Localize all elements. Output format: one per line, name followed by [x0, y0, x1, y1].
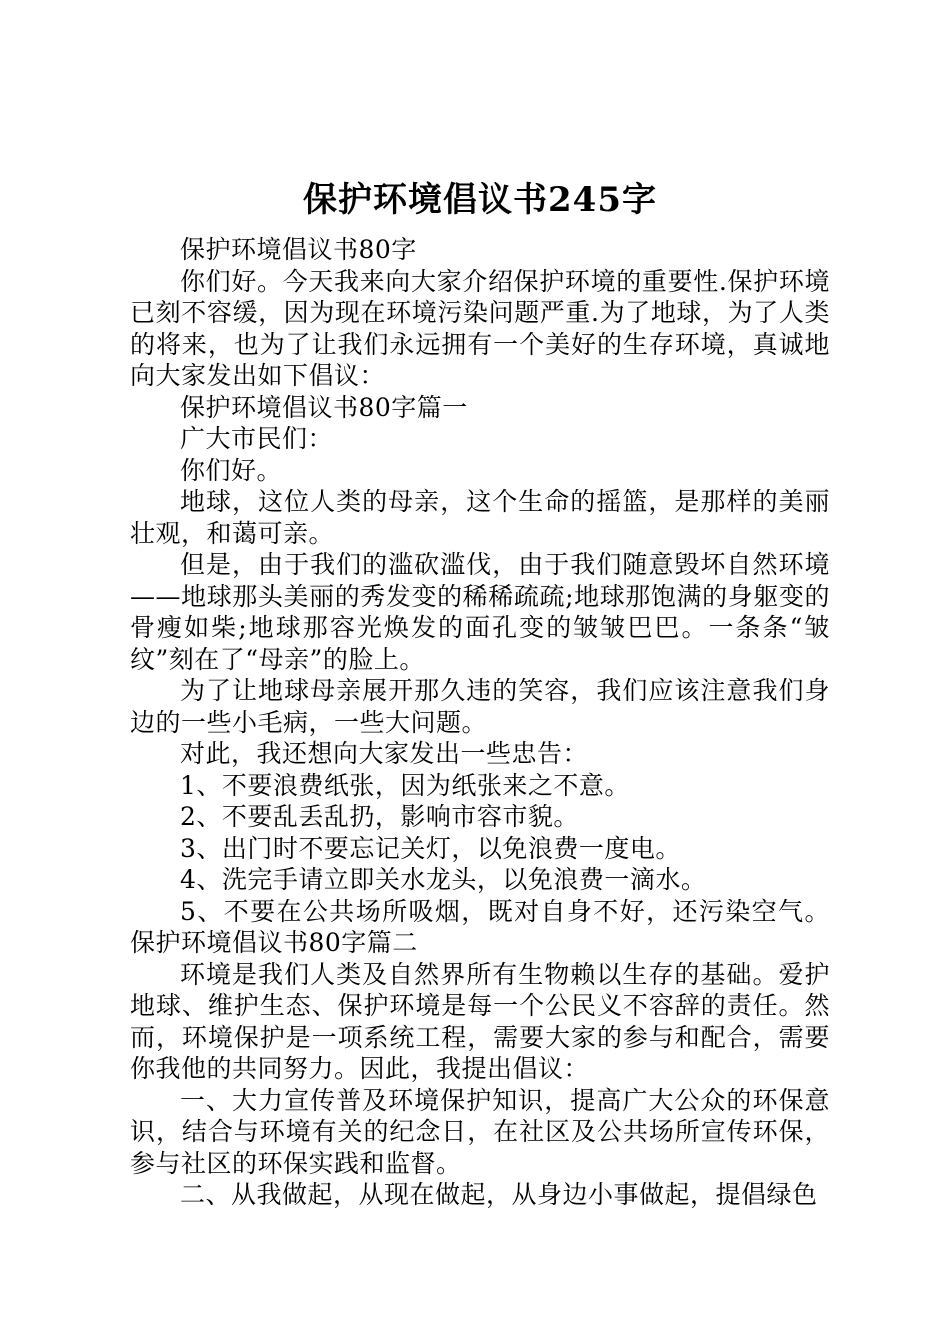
list-item: 3、出门时不要忘记关灯，以免浪费一度电。 — [180, 833, 681, 863]
paragraph: 地球，这位人类的母亲，这个生命的摇篮，是那样的美丽壮观，和蔼可亲。 — [130, 487, 830, 548]
paragraph: 为了让地球母亲展开那久违的笑容，我们应该注意我们身边的一些小毛病，一些大问题。 — [130, 676, 830, 737]
paragraph: 你们好。今天我来向大家介绍保护环境的重要性.保护环境已刻不容缓，因为现在环境污染问题严重.为了地球，为了人类的将来，也为了让我们永远拥有一个美好的生存环境，真诚地向大家发出如下倡议： — [130, 266, 830, 390]
paragraph: 你们好。 — [180, 455, 283, 485]
list-item: 1、不要浪费纸张，因为纸张来之不意。 — [180, 770, 630, 800]
list-item: 4、洗完手请立即关水龙头，以免浪费一滴水。 — [180, 865, 707, 894]
paragraph: 保护环境倡议书80字篇一 — [180, 392, 468, 422]
paragraph: 但是，由于我们的滥砍滥伐，由于我们随意毁坏自然环境——地球那头美丽的秀发变的稀稀疏疏;地球那饱满的身躯变的骨瘦如柴;地球那容光焕发的面孔变的皱皱巴巴。一条条“皱纹”刻在了“母亲”的脸上。 — [130, 550, 830, 674]
document-title: 保护环境倡议书245字 — [303, 180, 657, 220]
paragraph: 环境是我们人类及自然界所有生物赖以生存的基础。爱护地球、维护生态、保护环境是每一个公民义不容辞的责任。然而，环境保护是一项系统工程，需要大家的参与和配合，需要你我他的共同努力。因此，我提出倡议： — [130, 959, 830, 1083]
list-item: 5、不要在公共场所吸烟，既对自身不好，还污染空气。保护环境倡议书80字篇二 — [130, 896, 830, 957]
list-item: 2、不要乱丢乱扔，影响市容市貌。 — [180, 802, 579, 831]
paragraph: 二、从我做起，从现在做起，从身边小事做起，提倡绿色 — [180, 1180, 818, 1209]
paragraph: 对此，我还想向大家发出一些忠告： — [180, 739, 589, 768]
paragraph: 一、大力宣传普及环境保护知识，提高广大公众的环保意识，结合与环境有关的纪念日，在社区及公共场所宣传环保，参与社区的环保实践和监督。 — [130, 1085, 830, 1178]
paragraph: 广大市民们： — [180, 424, 334, 453]
paragraph: 保护环境倡议书80字 — [180, 235, 417, 264]
document-page — [130, 178, 830, 1211]
